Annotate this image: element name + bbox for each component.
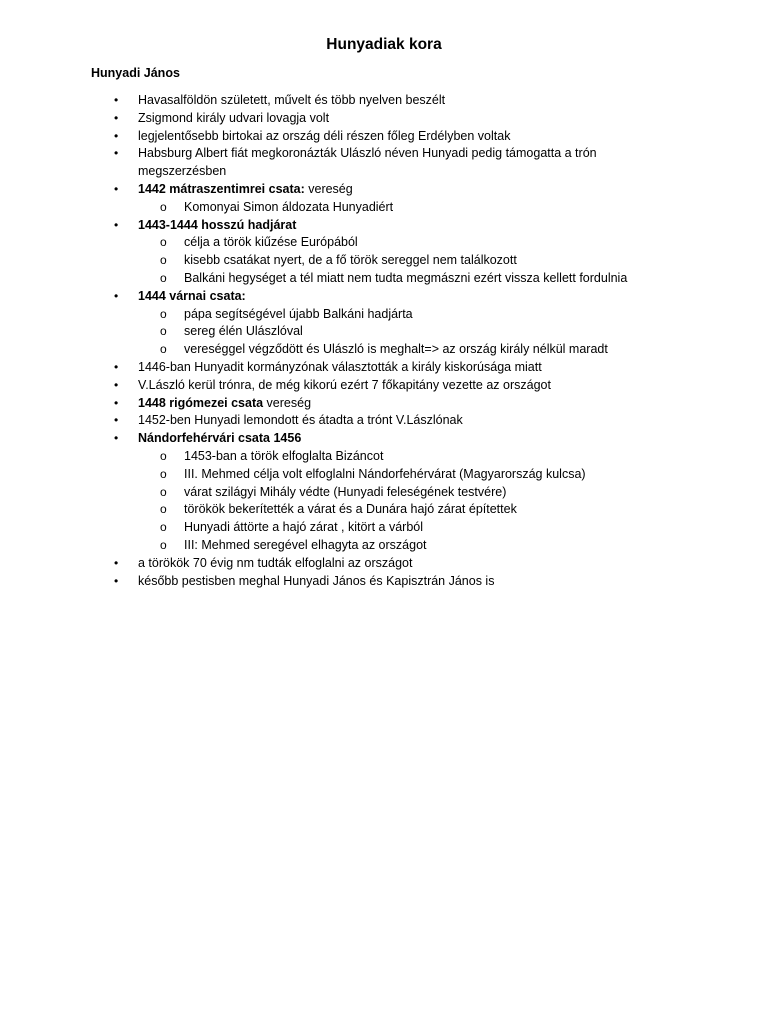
- sub-list-item: [0, 270, 768, 288]
- item-text: vereség: [263, 395, 312, 410]
- sub-bullet-marker: o: [160, 466, 167, 481]
- item-text: Havasalföldön született, művelt és több nyelven beszélt: [138, 93, 446, 107]
- bullet-marker: •: [114, 146, 119, 161]
- list-item: [0, 145, 768, 181]
- sub-bullet-marker: o: [160, 537, 167, 552]
- sub-list-item: [0, 341, 768, 359]
- item-text: Hunyadi áttörte a hajó zárat , kitört a várból: [184, 520, 424, 535]
- item-text: a törökök 70 évig nm tudták elfoglalni az országot: [138, 555, 413, 570]
- item-bold-text: 1443-1444 hosszú hadjárat: [138, 217, 297, 232]
- item-text: sereg élén Ulászlóval: [184, 324, 303, 339]
- item-text: törökök bekerítették a várat és a Dunára hajó zárat építettek: [184, 502, 517, 517]
- item-text: vereség: [304, 181, 353, 196]
- item-bold-text: 1444 várnai csata:: [138, 288, 246, 303]
- sub-list-item: [0, 199, 768, 217]
- bullet-list: [0, 92, 768, 590]
- list-item: [0, 128, 768, 146]
- item-text: 1452-ben Hunyadi lemondott és átadta a trónt V.Lászlónak: [138, 413, 463, 428]
- sub-bullet-marker: o: [160, 253, 167, 268]
- list-item: [0, 377, 768, 395]
- sub-bullet-marker: o: [160, 199, 167, 214]
- list-item: [0, 430, 768, 448]
- item-text: legjelentősebb birtokai az ország déli részen főleg Erdélyben voltak: [138, 128, 511, 143]
- sub-list-item: [0, 448, 768, 466]
- sub-bullet-marker: o: [160, 520, 167, 535]
- item-text: Komonyai Simon áldozata Hunyadiért: [184, 199, 394, 214]
- list-item: [0, 110, 768, 128]
- sub-list-item: [0, 252, 768, 270]
- item-text: vereséggel végződött és Ulászló is meghalt=> az ország király nélkül maradt: [184, 342, 608, 357]
- sub-bullet-marker: o: [160, 448, 167, 463]
- list-item: [0, 412, 768, 430]
- list-item: [0, 555, 768, 573]
- bullet-marker: •: [114, 573, 119, 588]
- sub-list-item: [0, 484, 768, 502]
- bullet-marker: •: [114, 555, 119, 570]
- sub-bullet-marker: o: [160, 484, 167, 499]
- item-text: kisebb csatákat nyert, de a fő török sereggel nem találkozott: [184, 253, 517, 268]
- sub-list-item: [0, 466, 768, 484]
- sub-bullet-marker: o: [160, 270, 167, 285]
- item-bold-text: 1448 rigómezei csata: [138, 395, 264, 410]
- item-text: később pestisben meghal Hunyadi János és Kapisztrán János is: [138, 573, 495, 588]
- bullet-marker: •: [114, 181, 119, 196]
- bullet-marker: •: [114, 431, 119, 446]
- list-item: [0, 359, 768, 377]
- bullet-marker: •: [114, 93, 119, 107]
- bullet-marker: •: [114, 413, 119, 428]
- list-item: [0, 395, 768, 413]
- list-item: [0, 573, 768, 591]
- bullet-marker: •: [114, 395, 119, 410]
- sub-list-item: [0, 306, 768, 324]
- sub-list-item: [0, 323, 768, 341]
- item-text: 1446-ban Hunyadit kormányzónak választották a király kiskorúsága miatt: [138, 359, 542, 374]
- sub-list-item: [0, 537, 768, 555]
- item-text: pápa segítségével újabb Balkáni hadjárta: [184, 306, 413, 321]
- sub-bullet-marker: o: [160, 235, 167, 250]
- sub-bullet-marker: o: [160, 502, 167, 517]
- bullet-marker: •: [114, 217, 119, 232]
- item-text: célja a török kiűzése Európából: [184, 235, 358, 250]
- section-heading: Hunyadi János: [91, 66, 180, 80]
- list-item: [0, 217, 768, 235]
- sub-list-item: [0, 519, 768, 537]
- bullet-marker: •: [114, 128, 119, 143]
- bullet-marker: •: [114, 110, 119, 125]
- sub-bullet-marker: o: [160, 306, 167, 321]
- item-bold-text: Nándorfehérvári csata 1456: [138, 431, 302, 446]
- item-bold-text: 1442 mátraszentimrei csata:: [138, 181, 305, 196]
- sub-bullet-marker: o: [160, 342, 167, 357]
- item-text: várat szilágyi Mihály védte (Hunyadi feleségének testvére): [184, 484, 507, 499]
- document-title: Hunyadiak kora: [326, 36, 442, 53]
- list-item: [0, 92, 768, 110]
- sub-bullet-marker: o: [160, 324, 167, 339]
- sub-list-item: [0, 234, 768, 252]
- sub-list-item: [0, 501, 768, 519]
- item-text: III: Mehmed seregével elhagyta az országot: [184, 537, 427, 552]
- item-text: 1453-ban a török elfoglalta Bizáncot: [184, 448, 384, 463]
- list-item: [0, 181, 768, 199]
- item-text: Habsburg Albert fiát megkoronázták Ulászló néven Hunyadi pedig támogatta a trón megszerzésben: [138, 146, 597, 179]
- item-text: Balkáni hegységet a tél miatt nem tudta megmászni ezért vissza kellett fordulnia: [184, 270, 628, 285]
- item-text: Zsigmond király udvari lovagja volt: [138, 110, 330, 125]
- bullet-marker: •: [114, 359, 119, 374]
- bullet-marker: •: [114, 377, 119, 392]
- list-item: [0, 288, 768, 306]
- item-text: V.László kerül trónra, de még kikorú ezért 7 főkapitány vezette az országot: [138, 377, 551, 392]
- bullet-marker: •: [114, 288, 119, 303]
- item-text: III. Mehmed célja volt elfoglalni Nándorfehérvárat (Magyarország kulcsa): [184, 466, 586, 481]
